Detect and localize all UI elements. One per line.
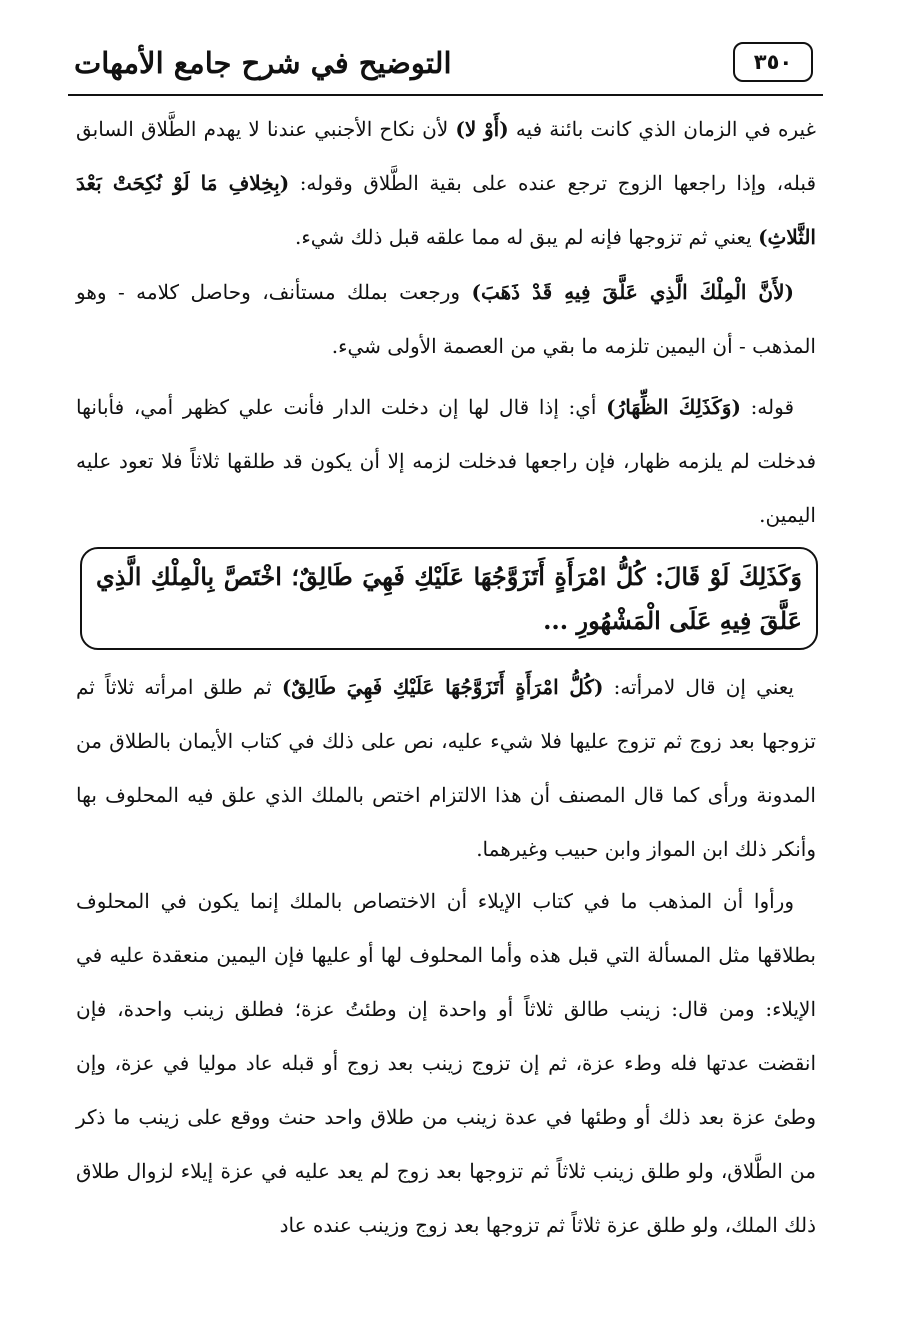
- text-span: يعني ثم تزوجها فإنه لم يبق له مما علقه قبل ذلك شيء.: [295, 225, 759, 249]
- text-span: غيره في الزمان الذي كانت بائنة فيه: [508, 117, 816, 141]
- paragraph-5: [76, 660, 816, 876]
- page-header: [68, 36, 823, 94]
- text-span: قوله:: [740, 395, 795, 419]
- page-number: ٣٥٠: [733, 42, 813, 82]
- paragraph-3: [76, 380, 816, 542]
- quoted-matn: (وَكَذَلِكَ الظِّهَارُ): [606, 395, 741, 419]
- text-span: ورأوا أن المذهب ما في كتاب الإيلاء أن الاختصاص بالملك إنما يكون في المحلوف بطلاقها مثل المسألة التي قبل هذه وأما المحلوف لها أو عليها فإن اليمين منعقدة عليه في الإيلاء: ومن قال: زينب طالق ثلاثاً أو واحدة إن وطئتُ عزة؛ فطلق زينب واحدة، فإن انقضت عدتها فله وطء عزة، ثم إن تزوج زينب بعد زوج أو قبله عاد موليا في عزة، وإن وطئ عزة بعد ذلك أو وطئها في عدة زينب من طلاق واحد حنث ووقع على زينب ما ذكر من الطَّلاق، ولو طلق زينب ثلاثاً ثم تزوجها بعد زوج لم يعد عليه في عزة إيلاء لزوال طلاق ذلك الملك، ولو طلق عزة ثلاثاً ثم تزوجها بعد زوج وزينب عنده عاد: [76, 889, 816, 1237]
- paragraph-2: [76, 265, 816, 373]
- quoted-matn: (بِخِلافِ مَا لَوْ نُكِحَتْ بَعْدَ الثَّلاثِ): [76, 171, 816, 249]
- paragraph-6: [76, 874, 816, 1252]
- matn-box: وَكَذَلِكَ لَوْ قَالَ: كُلُّ امْرَأَةٍ أَتَزَوَّجُهَا عَلَيْكِ فَهِيَ طَالِقٌ؛ اخْتَصَّ بِالْمِلْكِ الَّذِي عَلَّقَ فِيهِ عَلَى الْمَشْهُورِ ...: [80, 547, 818, 650]
- text-span: ورجعت بملك مستأنف، وحاصل كلامه - وهو المذهب - أن اليمين تلزمه ما بقي من العصمة الأولى شيء.: [76, 280, 816, 358]
- quoted-matn: (أَوْ لا): [455, 117, 509, 141]
- header-divider: [68, 94, 823, 96]
- text-span: لأن نكاح الأجنبي عندنا لا يهدم الطَّلاق السابق قبله، وإذا راجعها الزوج ترجع عنده على بقية الطَّلاق وقوله:: [76, 117, 817, 195]
- text-span: أي: إذا قال لها إن دخلت الدار فأنت علي كظهر أمي، فأبانها فدخلت لم يلزمه ظهار، فإن راجعها فدخلت لزمه إلا أن يكون قد طلقها ثلاثاً فلا تعود عليه اليمين.: [76, 395, 816, 527]
- book-title: التوضيح في شرح جامع الأمهات: [74, 46, 452, 80]
- quoted-matn: (لأَنَّ الْمِلْكَ الَّذِي عَلَّقَ فِيهِ قَدْ ذَهَبَ): [471, 280, 794, 304]
- text-span: ثم طلق امرأته ثلاثاً ثم تزوجها بعد زوج ثم تزوج عليها فلا شيء عليه، نص على ذلك في كتاب الأيمان بالطلاق من المدونة ورأى كما قال المصنف أن هذا الالتزام اختص بالملك الذي علق فيه المحلوف بها وأنكر ذلك ابن المواز وابن حبيب وغيرهما.: [76, 675, 816, 861]
- paragraph-1: [76, 102, 816, 264]
- text-span: يعني إن قال لامرأته:: [603, 675, 794, 699]
- quoted-matn: (كُلُّ امْرَأَةٍ أَتَزَوَّجُهَا عَلَيْكِ فَهِيَ طَالِقٌ): [281, 675, 604, 699]
